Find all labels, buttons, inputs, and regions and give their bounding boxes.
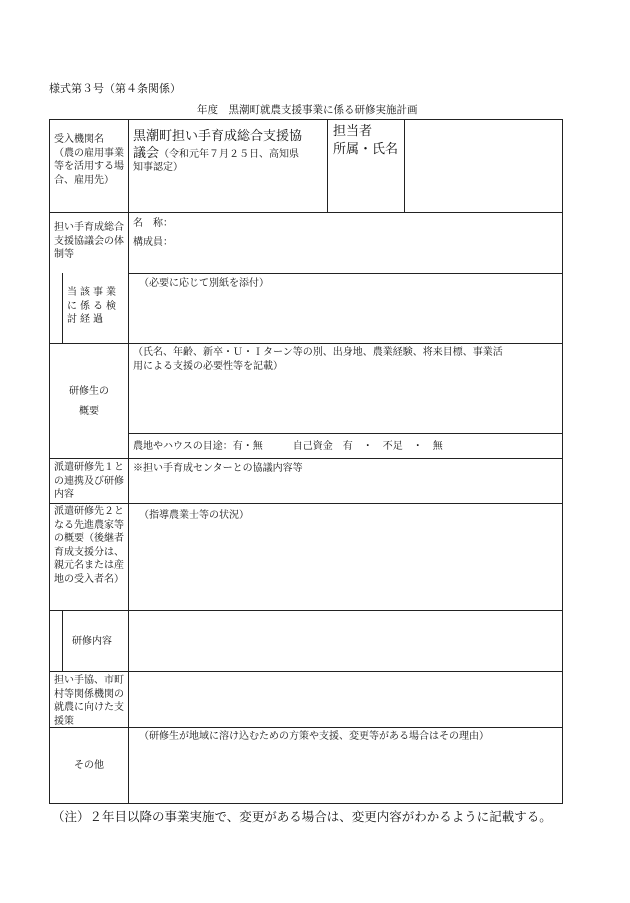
other-note: （研修生が地域に溶け込むための方策や支援、変更等がある場合はその理由）: [139, 731, 489, 742]
row-divider: [50, 343, 563, 344]
row-divider: [50, 458, 563, 459]
column-divider: [404, 120, 405, 212]
page-title: 年度 黒潮町就農支援事業に係る研修実施計画: [197, 104, 418, 116]
row-divider: [128, 273, 563, 274]
other-label: その他: [74, 760, 104, 771]
form-number-label: 様式第３号（第４条関係）: [49, 82, 181, 95]
trainee-overview-note-2: 用による支援の必要性等を記載）: [133, 361, 283, 372]
footer-note: （注）２年目以降の事業実施で、変更がある場合は、変更内容がわかるように記載する。: [52, 809, 552, 824]
review-history-label: 当該事業に係る検討経過: [67, 287, 119, 326]
person-in-charge-label: 担当者: [333, 124, 373, 139]
column-divider: [62, 610, 63, 671]
dispatch-site-2-note: （指導農業士等の状況）: [139, 510, 249, 521]
row-divider: [50, 671, 563, 672]
column-divider: [62, 273, 63, 343]
council-name-field: 名 称：: [133, 218, 173, 229]
trainee-overview-label: 研修生の: [69, 386, 109, 397]
column-divider: [128, 120, 129, 804]
support-measures-label: 担い手協、市町村等関係機関の就農に向けた支援策: [54, 675, 124, 727]
host-institution-note-2: 知事認定）: [133, 162, 183, 173]
row-divider: [50, 727, 563, 728]
affiliation-name-label: 所属・氏名: [333, 142, 399, 157]
host-institution-value-2: 議会: [133, 146, 160, 161]
training-plan-table: [49, 119, 563, 804]
council-structure-label: 担い手育成総合支援協議会の体制等: [54, 222, 124, 261]
host-institution-value: 黒潮町担い手育成総合支援協: [133, 129, 303, 144]
row-divider: [50, 503, 563, 504]
row-divider: [128, 433, 563, 434]
trainee-overview-note: （氏名、年齢、新卒・Ｕ・Ｉターン等の別、出身地、農業経験、将来目標、事業活: [133, 347, 503, 358]
column-divider: [327, 120, 328, 212]
council-members-field: 構成員：: [133, 237, 173, 248]
row-divider: [50, 610, 563, 611]
dispatch-site-1-note: ※担い手育成センターとの協議内容等: [133, 463, 303, 474]
row-divider: [50, 212, 563, 213]
training-content-label: 研修内容: [72, 636, 112, 647]
review-history-note: （必要に応じて別紙を添付）: [139, 278, 269, 289]
host-institution-label: 受入機関名 （農の雇用事業等を活用する場合、雇用先）: [54, 134, 124, 186]
trainee-overview-label-2: 概要: [79, 406, 99, 417]
farmland-funds-line: 農地やハウスの目途：有・無 自己資金 有 ・ 不足 ・ 無: [133, 441, 443, 452]
dispatch-site-1-label: 派遣研修先１との連携及び研修内容: [54, 462, 124, 501]
dispatch-site-2-label: 派遣研修先２となる先進農家等の概要（後継者育成支援分は、親元名または産地の受入者名）: [54, 506, 124, 585]
host-institution-value: [133, 146, 299, 162]
host-institution-note: （令和元年７月２５日、高知県: [159, 149, 300, 160]
